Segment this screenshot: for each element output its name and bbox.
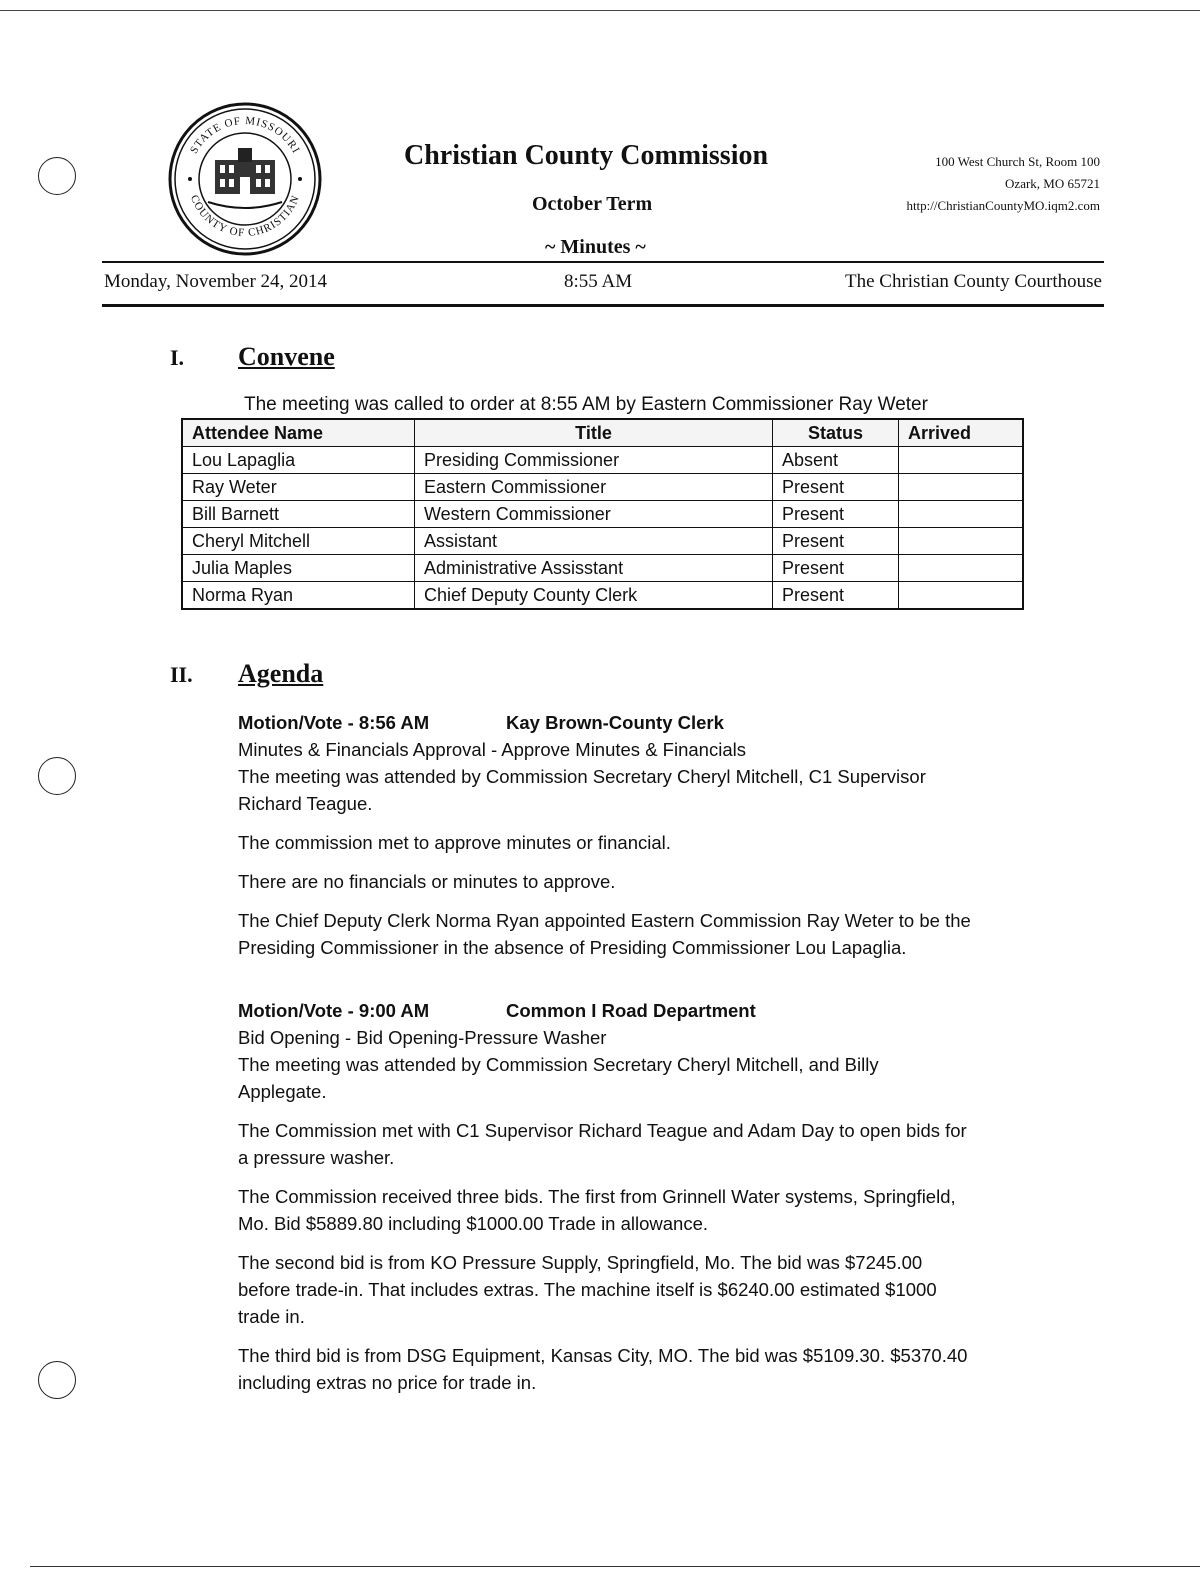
- called-to-order-text: The meeting was called to order at 8:55 AM by Eastern Commissioner Ray Weter: [244, 394, 928, 415]
- address-city: Ozark, MO 65721: [1005, 176, 1100, 191]
- table-row: [183, 582, 1023, 609]
- header-rule-thick: [102, 304, 1104, 307]
- meeting-location: The Christian County Courthouse: [844, 271, 1102, 292]
- attendee-title: Assistant: [415, 528, 773, 555]
- attendee-status: Absent: [773, 447, 899, 474]
- paragraph: The commission met to approve minutes or financial.: [238, 832, 671, 853]
- table-row: [183, 555, 1023, 582]
- punch-hole-middle: [38, 757, 76, 795]
- organization-title: Christian County Commission: [404, 140, 769, 171]
- attendance-note-cont: Applegate.: [238, 1081, 327, 1102]
- attendee-name: Norma Ryan: [183, 582, 415, 609]
- agenda-item-heading: [238, 997, 1058, 1024]
- header-status: Status: [773, 420, 899, 447]
- minutes-label: ~ Minutes ~: [545, 236, 646, 258]
- term-label: October Term: [532, 193, 653, 215]
- attendance-note-cont: Richard Teague.: [238, 793, 373, 814]
- section-number-convene: I.: [170, 345, 185, 370]
- punch-hole-top: [38, 157, 76, 195]
- attendee-arrived: [899, 447, 1023, 474]
- motion-time: Motion/Vote - 8:56 AM: [238, 712, 430, 733]
- agenda-item-heading: [238, 709, 1058, 736]
- presenter: Common I Road Department: [506, 1000, 756, 1021]
- table-header-row: [183, 420, 1023, 447]
- paragraph-cont: trade in.: [238, 1306, 305, 1327]
- seal-text-bottom: COUNTY OF CHRISTIAN: [187, 193, 303, 240]
- attendee-arrived: [899, 474, 1023, 501]
- paragraph-cont: Mo. Bid $5889.80 including $1000.00 Trade in allowance.: [238, 1213, 709, 1234]
- attendee-arrived: [899, 582, 1023, 609]
- attendee-name: Lou Lapaglia: [183, 447, 415, 474]
- attendee-arrived: [899, 501, 1023, 528]
- attendee-title: Western Commissioner: [415, 501, 773, 528]
- attendee-arrived: [899, 555, 1023, 582]
- bottom-rule: [30, 1566, 1200, 1567]
- paragraph-cont: Presiding Commissioner in the absence of Presiding Commissioner Lou Lapaglia.: [238, 937, 907, 958]
- paragraph: The Commission received three bids. The first from Grinnell Water systems, Springfield,: [238, 1186, 956, 1207]
- table-row: [183, 474, 1023, 501]
- attendee-name: Julia Maples: [183, 555, 415, 582]
- address-block: [906, 151, 1100, 217]
- paragraph: The third bid is from DSG Equipment, Kansas City, MO. The bid was $5109.30. $5370.40: [238, 1345, 968, 1366]
- header-arrived: Arrived: [899, 420, 1023, 447]
- attendee-title: Presiding Commissioner: [415, 447, 773, 474]
- attendee-status: Present: [773, 474, 899, 501]
- header-title: Title: [415, 420, 773, 447]
- attendee-status: Present: [773, 582, 899, 609]
- paragraph: The second bid is from KO Pressure Supply, Springfield, Mo. The bid was $7245.00: [238, 1252, 923, 1273]
- agenda-subject: Bid Opening - Bid Opening-Pressure Washer: [238, 1027, 607, 1048]
- attendee-name: Bill Barnett: [183, 501, 415, 528]
- attendance-note: The meeting was attended by Commission Secretary Cheryl Mitchell, and Billy: [238, 1054, 879, 1075]
- section-number-agenda: II.: [170, 662, 193, 687]
- motion-time: Motion/Vote - 9:00 AM: [238, 1000, 430, 1021]
- meeting-info-row: [102, 271, 1102, 297]
- paragraph: There are no financials or minutes to approve.: [238, 871, 616, 892]
- attendee-title: Chief Deputy County Clerk: [415, 582, 773, 609]
- meeting-date: Monday, November 24, 2014: [104, 271, 328, 292]
- table-row: [183, 501, 1023, 528]
- address-street: 100 West Church St, Room 100: [935, 154, 1100, 169]
- attendance-note: The meeting was attended by Commission Secretary Cheryl Mitchell, C1 Supervisor: [238, 766, 926, 787]
- table-row: [183, 447, 1023, 474]
- header-attendee-name: Attendee Name: [183, 420, 415, 447]
- attendee-status: Present: [773, 528, 899, 555]
- attendance-table: [182, 419, 1023, 609]
- meeting-time: 8:55 AM: [564, 271, 633, 292]
- paragraph-cont: including extras no price for trade in.: [238, 1372, 537, 1393]
- attendee-status: Present: [773, 555, 899, 582]
- county-seal-logo: [168, 102, 322, 256]
- attendee-name: Ray Weter: [183, 474, 415, 501]
- agenda-item-1: [238, 709, 1058, 961]
- seal-text-top: STATE OF MISSOURI: [187, 114, 303, 156]
- attendee-arrived: [899, 528, 1023, 555]
- paragraph-cont: before trade-in. That includes extras. The machine itself is $6240.00 estimated $1000: [238, 1279, 937, 1300]
- paragraph: The Chief Deputy Clerk Norma Ryan appointed Eastern Commission Ray Weter to be the: [238, 910, 971, 931]
- attendee-title: Administrative Assisstant: [415, 555, 773, 582]
- agenda-subject: Minutes & Financials Approval - Approve Minutes & Financials: [238, 739, 746, 760]
- attendee-name: Cheryl Mitchell: [183, 528, 415, 555]
- attendee-title: Eastern Commissioner: [415, 474, 773, 501]
- agenda-item-2: [238, 997, 1058, 1396]
- attendee-status: Present: [773, 501, 899, 528]
- paragraph-cont: a pressure washer.: [238, 1147, 395, 1168]
- paragraph: The Commission met with C1 Supervisor Richard Teague and Adam Day to open bids for: [238, 1120, 967, 1141]
- top-rule: [0, 10, 1200, 11]
- presenter: Kay Brown-County Clerk: [506, 712, 724, 733]
- website-link[interactable]: http://ChristianCountyMO.iqm2.com: [906, 198, 1100, 213]
- header-rule: [102, 261, 1104, 263]
- section-title-agenda: Agenda: [238, 659, 324, 688]
- svg-text:COUNTY OF CHRISTIAN: [188, 193, 302, 239]
- table-row: [183, 528, 1023, 555]
- section-title-convene: Convene: [238, 342, 335, 371]
- punch-hole-bottom: [38, 1361, 76, 1399]
